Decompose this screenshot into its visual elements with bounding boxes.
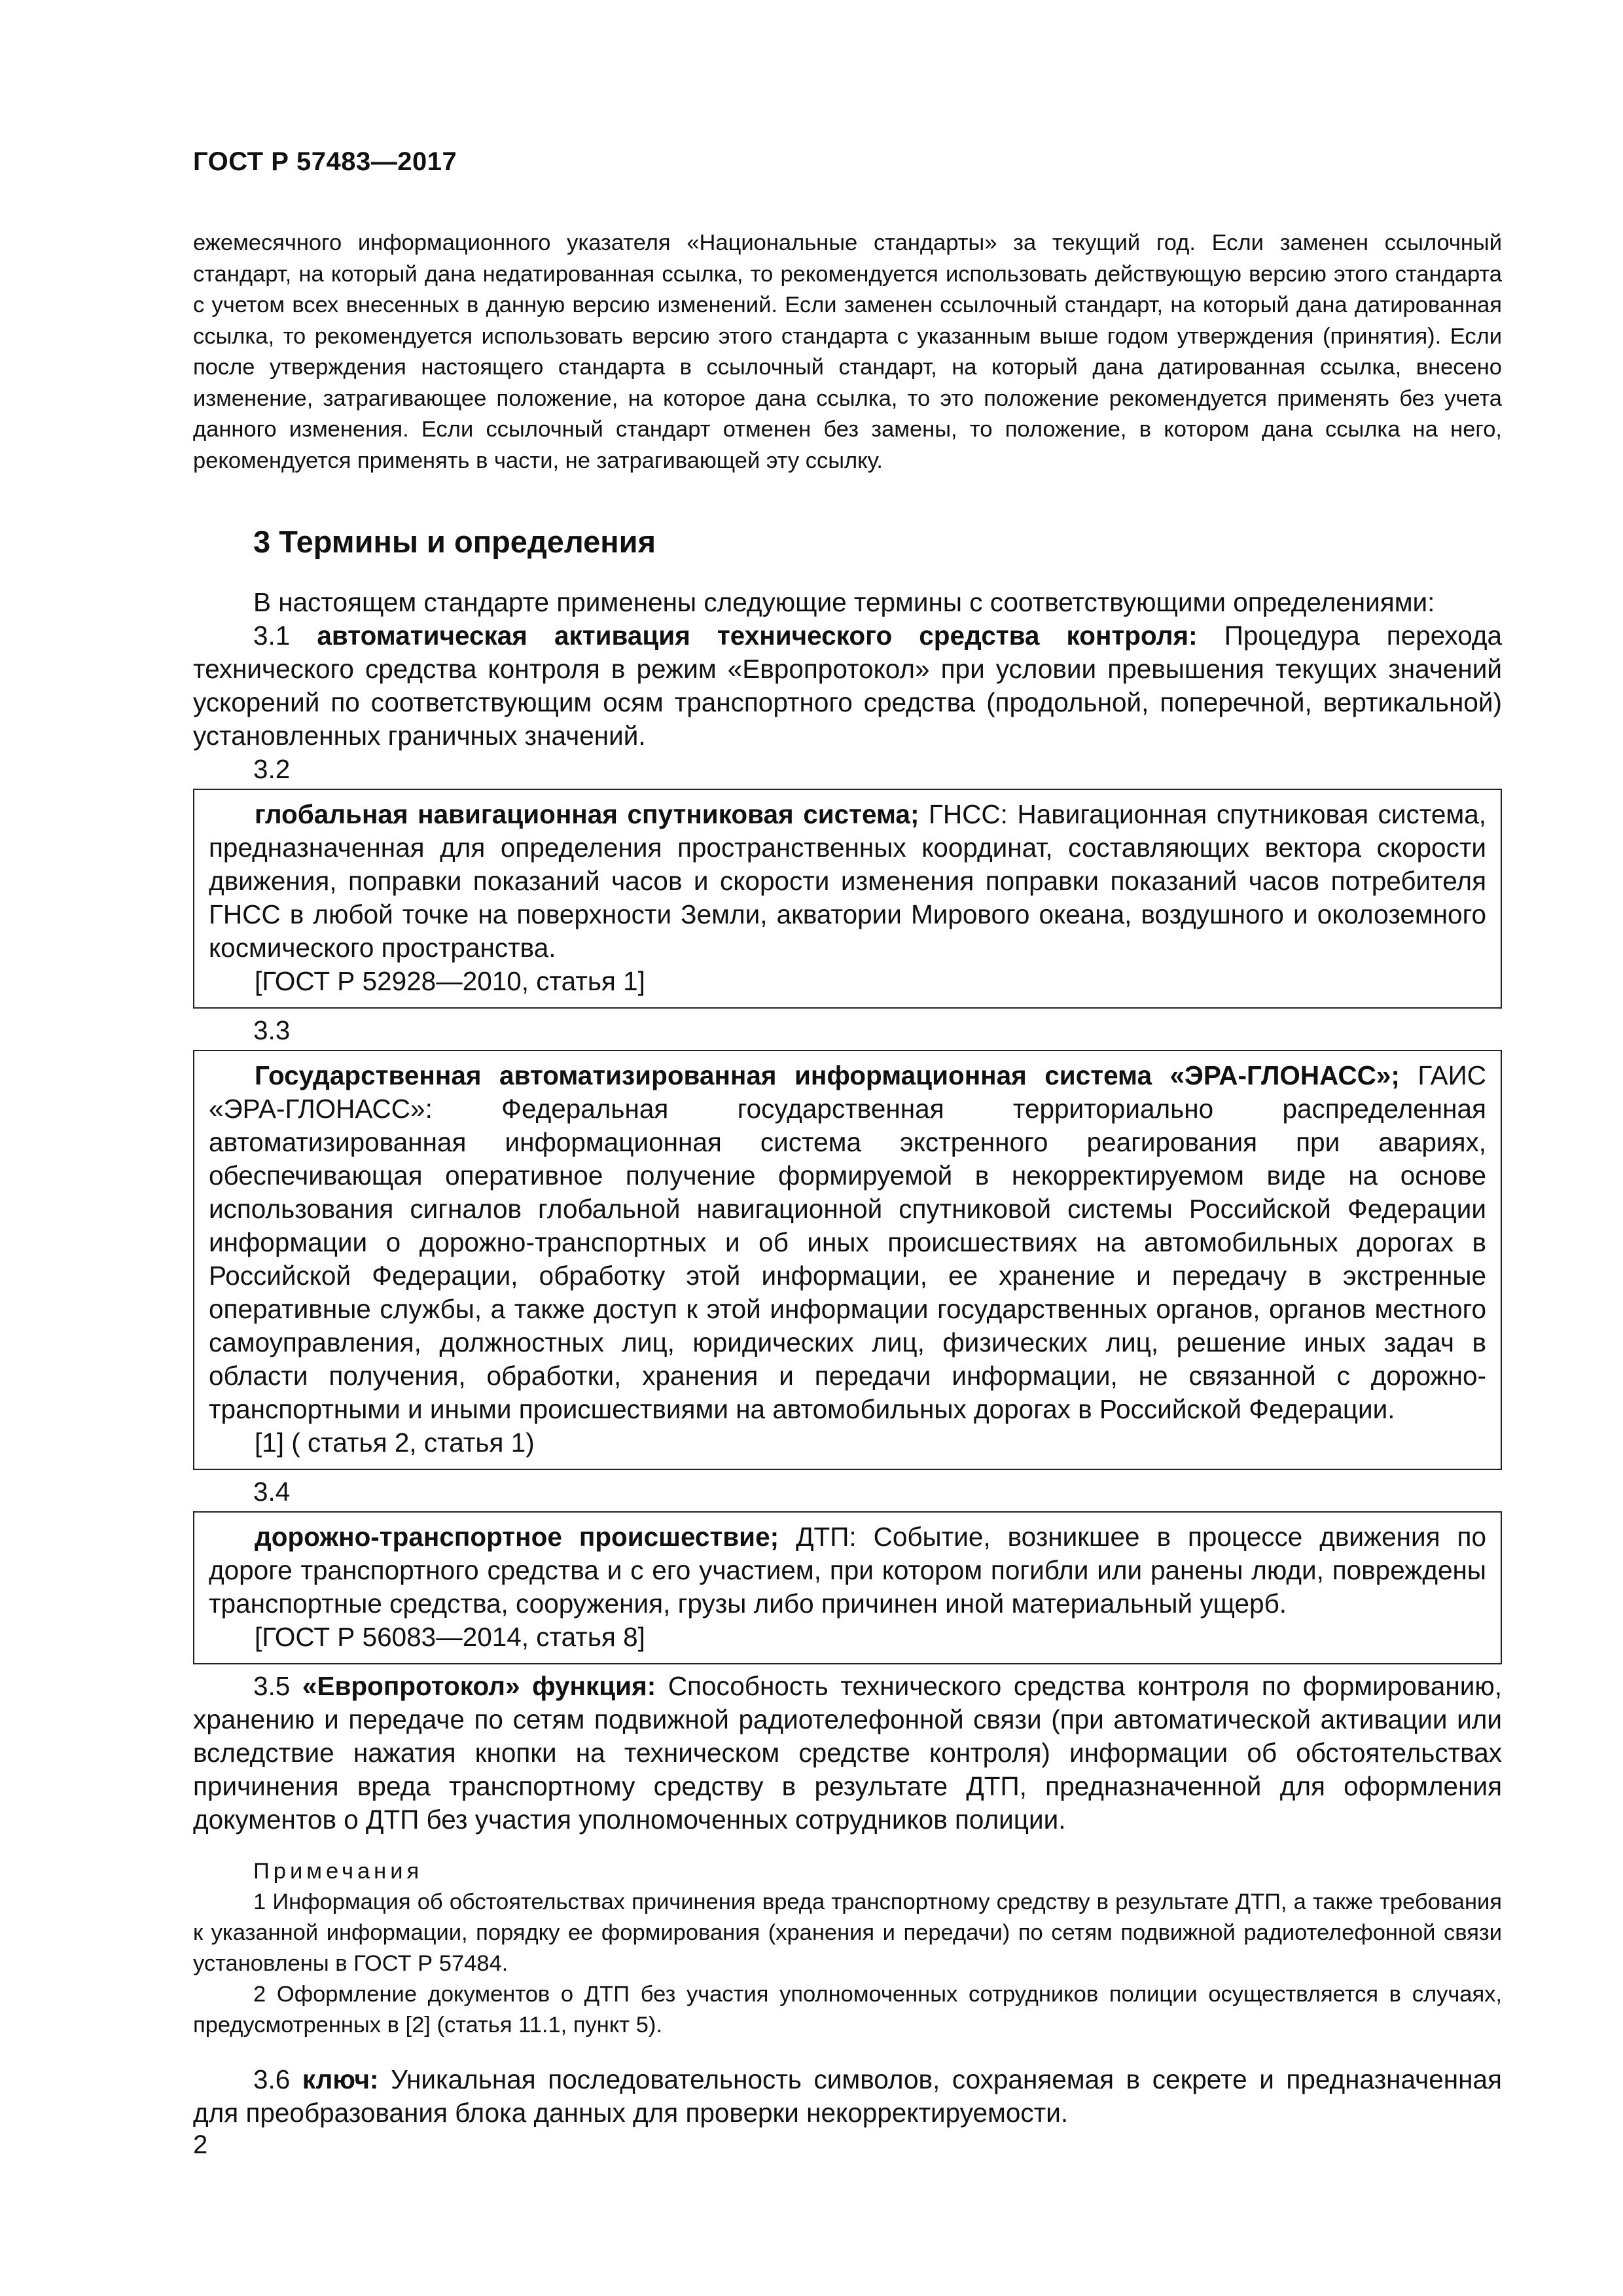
- term-number: 3.5: [253, 1671, 291, 1701]
- term-number: 3.1: [253, 620, 291, 651]
- term-number-3-3: 3.3: [253, 1015, 291, 1045]
- term-definition: Процедура перехода технического средства контроля в режим «Европротокол» при условии превышения текущих значений ускорений по соответствующим осям транспортного средства (продольной, поперечной, вертикальной) установленных граничных значений.: [193, 620, 1502, 751]
- section-title: 3 Термины и определения: [253, 524, 656, 559]
- term-name: «Европротокол» функция:: [302, 1671, 656, 1701]
- term-number-3-4: 3.4: [253, 1477, 291, 1507]
- term-source: [ГОСТ Р 56083—2014, статья 8]: [255, 1622, 645, 1652]
- term-3-3: [209, 1059, 1486, 1426]
- intro-paragraph: ежемесячного информационного указателя «Национальные стандарты» за текущий год. Если заменен ссылочный стандарт, на который дана недатированная ссылка, то рекомендуется использовать действующую версию этого стандарта с учетом всех внесенных в данную версию изменений. Если заменен ссылочный стандарт, на который дана датированная ссылка, то рекомендуется использовать версию этого стандарта с указанным выше годом утверждения (принятия). Если после утверждения настоящего стандарта в ссылочный стандарт, на который дана датированная ссылка, внесено изменение, затрагивающее положение, на которое дана ссылка, то это положение рекомендуется применять без учета данного изменения. Если ссылочный стандарт отменен без замены, то положение, в котором дана ссылка на него, рекомендуется применять в части, не затрагивающей эту ссылку.: [193, 230, 1502, 473]
- term-3-1: [193, 619, 1502, 753]
- term-source: [ГОСТ Р 52928—2010, статья 1]: [255, 966, 645, 996]
- term-definition: Способность технического средства контроля по формированию, хранению и передаче по сетям подвижной радиотелефонной связи (при автоматической активации или вследствие нажатия кнопки на техническом средстве контроля) информации об обстоятельствах причинения вреда транспортному средству в результате ДТП, предназначенной для оформления документов о ДТП без участия уполномоченных сотрудников полиции.: [193, 1671, 1502, 1835]
- term-box-3-3: [193, 1050, 1502, 1470]
- term-definition: ГНСС: Навигационная спутниковая система, предназначенная для определения пространственных координат, составляющих вектора скорости движения, поправки показаний часов и скорости изменения поправки показаний часов потребителя ГНСС в любой точке на поверхности Земли, акватории Мирового океана, воздушного и околоземного космического пространства.: [209, 799, 1486, 963]
- term-number: 3.6: [253, 2064, 291, 2094]
- document-header: ГОСТ Р 57483—2017: [193, 147, 457, 176]
- term-name: глобальная навигационная спутниковая система;: [255, 799, 919, 829]
- note-1: 1 Информация об обстоятельствах причинения вреда транспортному средству в результате ДТП, а также требования к указанной информации, порядку ее формирования (хранения и передачи) по сетям подвижной радиотелефонной связи установлены в ГОСТ Р 57484.: [193, 1890, 1502, 1976]
- term-name: дорожно-транспортное происшествие;: [255, 1522, 779, 1552]
- term-3-6: [193, 2063, 1502, 2130]
- term-definition: ГАИС «ЭРА-ГЛОНАСС»: Федеральная государственная территориально распределенная автоматизированная информационная система экстренного реагирования при авариях, обеспечивающая оперативное получение формируемой в некорректируемом виде на основе использования сигналов глобальной навигационной спутниковой системы Российской Федерации информации о дорожно-транспортных и об иных происшествиях на автомобильных дорогах в Российской Федерации, обработку этой информации, ее хранение и передачу в экстренные оперативные службы, а также доступ к этой информации государственных органов, органов местного самоуправления, должностных лиц, юридических лиц, физических лиц, решение иных задач в области получения, обработки, хранения и передачи информации, не связанной с дорожно-транспортными и иными происшествиями на автомобильных дорогах в Российской Федерации.: [209, 1060, 1486, 1424]
- section-lead: В настоящем стандарте применены следующие термины с соответствующими определениями:: [253, 587, 1435, 617]
- notes-title: Примечания: [253, 1859, 423, 1884]
- note-2: 2 Оформление документов о ДТП без участия уполномоченных сотрудников полиции осуществляется в случаях, предусмотренных в [2] (статья 11.1, пункт 5).: [193, 1982, 1502, 2037]
- page-number: 2: [193, 2130, 208, 2159]
- term-box-3-2: [193, 789, 1502, 1009]
- term-number-3-2: 3.2: [253, 754, 291, 784]
- term-3-4: [209, 1520, 1486, 1621]
- term-name: автоматическая активация технического средства контроля:: [317, 620, 1198, 651]
- term-definition: Уникальная последовательность символов, сохраняемая в секрете и предназначенная для преобразования блока данных для проверки некорректируемости.: [193, 2064, 1502, 2128]
- term-name: ключ:: [302, 2064, 379, 2094]
- term-box-3-4: [193, 1511, 1502, 1664]
- term-3-5: [193, 1670, 1502, 1837]
- term-name: Государственная автоматизированная информационная система «ЭРА-ГЛОНАСС»;: [255, 1060, 1400, 1090]
- term-definition: ДТП: Событие, возникшее в процессе движения по дороге транспортного средства и с его участием, при котором погибли или ранены люди, повреждены транспортные средства, сооружения, грузы либо причинен иной материальный ущерб.: [209, 1522, 1486, 1619]
- page-content: [193, 147, 1502, 2130]
- term-3-2: [209, 798, 1486, 965]
- term-source: [1] ( статья 2, статья 1): [255, 1427, 535, 1458]
